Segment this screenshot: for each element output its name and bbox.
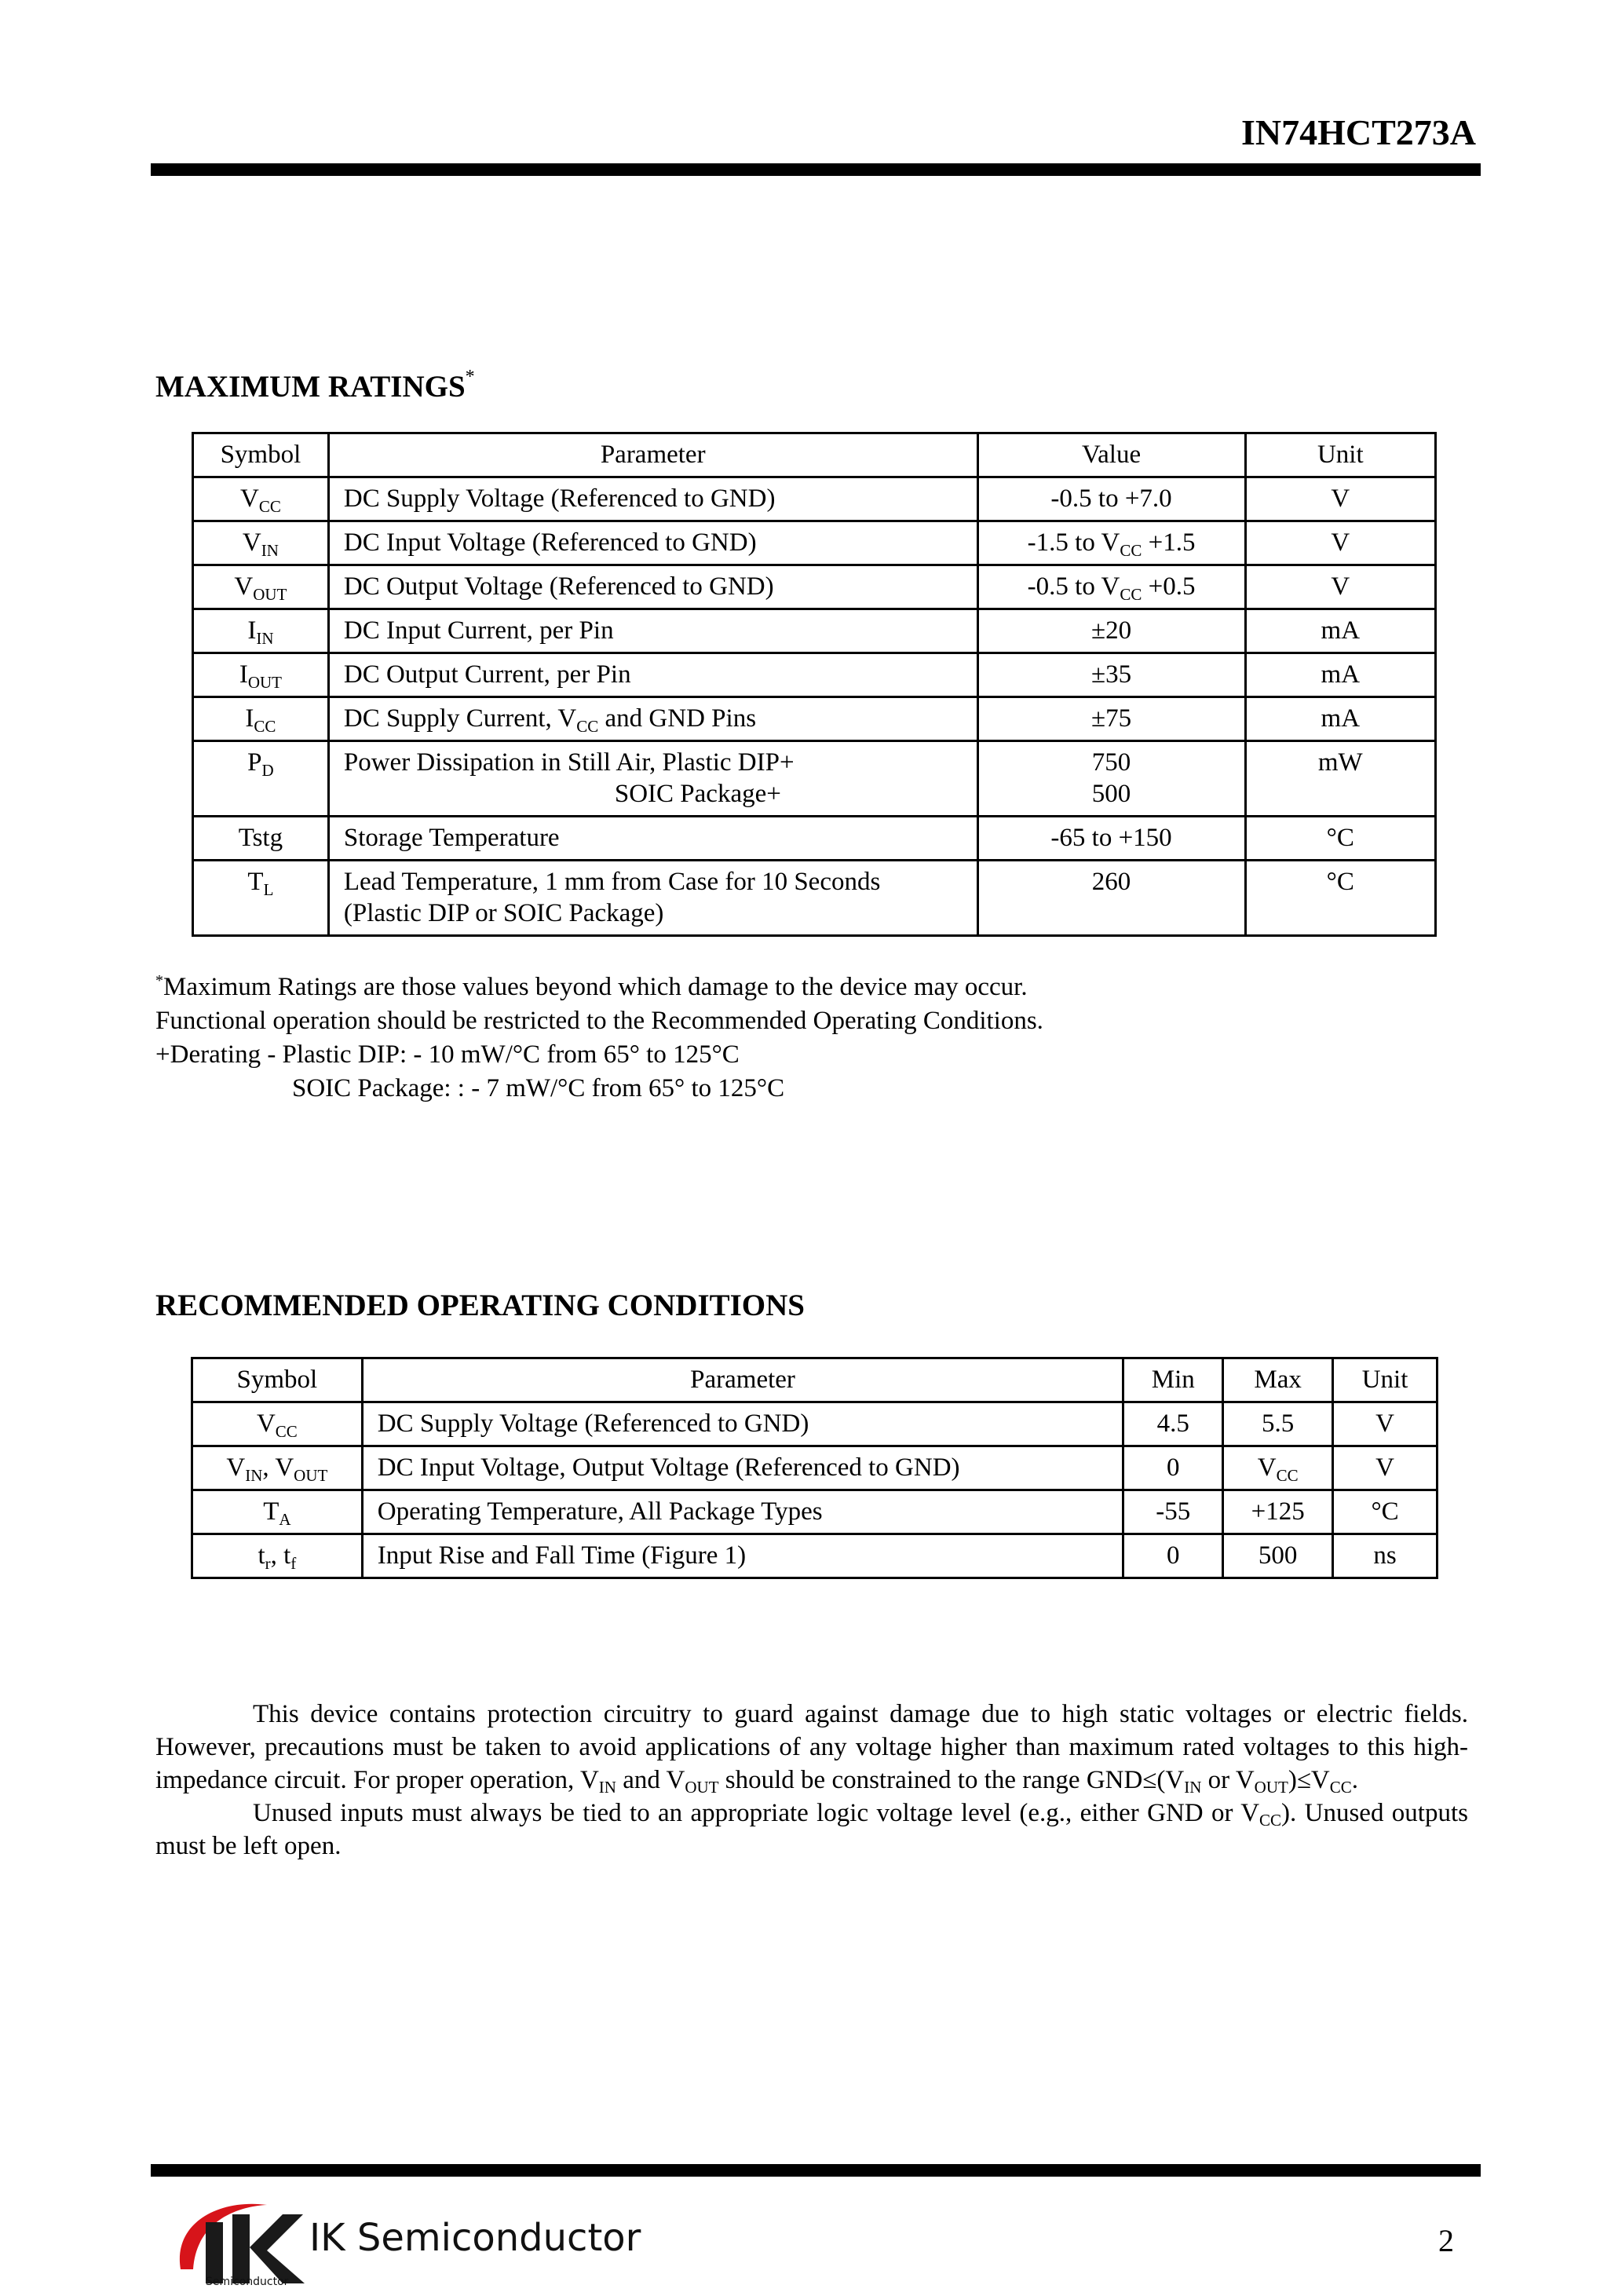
unit-cell: V — [1333, 1402, 1438, 1446]
note-line: *Maximum Ratings are those values beyond which damage to the device may occur. — [155, 972, 1028, 1001]
table-row — [193, 817, 1436, 861]
symbol-cell: $V_{CC}$ — [192, 1402, 363, 1446]
note-line: SOIC Package: : - 7 mW/°C from 65° to 125°C — [292, 1074, 785, 1102]
table-row — [193, 609, 1436, 653]
table-row — [192, 1446, 1438, 1490]
min-cell: 0 — [1123, 1534, 1223, 1578]
table-row — [193, 521, 1436, 565]
table-header-row — [193, 433, 1436, 477]
parameter-cell: Input Rise and Fall Time (Figure 1) — [362, 1534, 1123, 1578]
protection-notes — [155, 1698, 1468, 1863]
logo-subtext: Semiconductor — [206, 2276, 289, 2288]
parameter-cell: Storage Temperature — [328, 817, 977, 861]
parameter-cell: DC Input Voltage (Referenced to GND) — [328, 521, 977, 565]
column-header: Parameter — [328, 433, 977, 477]
symbol-cell: $T_A$ — [192, 1490, 363, 1534]
table-row — [193, 653, 1436, 697]
unit-cell: V — [1245, 565, 1435, 609]
column-header: Unit — [1245, 433, 1435, 477]
value-cell: -1.5 to $V_{CC} +1.5$ — [977, 521, 1245, 565]
max-cell: 5.5 — [1223, 1402, 1333, 1446]
table-row — [192, 1534, 1438, 1578]
maximum-ratings-notes — [155, 971, 1043, 1106]
table-row — [193, 861, 1436, 936]
value-cell: ±20 — [977, 609, 1245, 653]
symbol-cell: $V_{CC}$ — [193, 477, 329, 521]
recommended-operating-conditions-table — [191, 1357, 1438, 1579]
value-cell: ±75 — [977, 697, 1245, 741]
logo-letter-k-arm-icon — [250, 2214, 305, 2283]
parameter-cell: Power Dissipation in Still Air, Plastic DIP+ SOIC Package+ — [328, 741, 977, 817]
unit-cell: °C — [1245, 861, 1435, 936]
max-cell: +125 — [1223, 1490, 1333, 1534]
note-line: +Derating - Plastic DIP: - 10 mW/°C from 65° to 125°C — [155, 1040, 740, 1069]
value-cell: ±35 — [977, 653, 1245, 697]
unit-cell: V — [1245, 477, 1435, 521]
value-cell: -65 to +150 — [977, 817, 1245, 861]
table-row — [193, 565, 1436, 609]
symbol-cell: $V_{IN}$, $V_{OUT}$ — [192, 1446, 363, 1490]
recommended-operating-conditions-title: RECOMMENDED OPERATING CONDITIONS — [155, 1289, 805, 1322]
maximum-ratings-title: MAXIMUM RATINGS* — [155, 367, 475, 404]
parameter-cell: Operating Temperature, All Package Types — [362, 1490, 1123, 1534]
unit-cell: mA — [1245, 697, 1435, 741]
paragraph: This device contains protection circuitry to guard against damage due to high static voltages or electric fields. However, precautions must be taken to avoid applications of any voltage higher than maximum rated voltages to this high-impedance circuit. For proper operation, $V_{IN}$ and $V_{OUT}$ should be constrained to the range $GND\le(V_{IN}$ or $V_{OUT})\le V_{CC}$. — [155, 1700, 1468, 1797]
parameter-cell: DC Supply Voltage (Referenced to GND) — [362, 1402, 1123, 1446]
header-rule — [151, 163, 1481, 176]
table-header-row — [192, 1358, 1438, 1402]
min-cell: 0 — [1123, 1446, 1223, 1490]
page-number: 2 — [1438, 2223, 1454, 2258]
symbol-cell: $t_r$, $t_f$ — [192, 1534, 363, 1578]
table-row — [192, 1402, 1438, 1446]
page-title: IN74HCT273A — [1240, 112, 1476, 152]
column-header: Min — [1123, 1358, 1223, 1402]
symbol-cell: $I_{IN}$ — [193, 609, 329, 653]
logo-letter-k-stem-icon — [232, 2214, 250, 2283]
parameter-cell: DC Supply Current, $V_{CC}$ and GND Pins — [328, 697, 977, 741]
max-cell: $V_{CC}$ — [1223, 1446, 1333, 1490]
parameter-cell: DC Supply Voltage (Referenced to GND) — [328, 477, 977, 521]
symbol-cell: $T_L$ — [193, 861, 329, 936]
table-row — [193, 741, 1436, 817]
company-name: IK Semiconductor — [309, 2216, 641, 2260]
logo-letter-i-icon — [206, 2222, 223, 2283]
column-header: Symbol — [192, 1358, 363, 1402]
min-cell: 4.5 — [1123, 1402, 1223, 1446]
symbol-cell: Tstg — [193, 817, 329, 861]
unit-cell: V — [1245, 521, 1435, 565]
parameter-cell: DC Output Current, per Pin — [328, 653, 977, 697]
unit-cell: mA — [1245, 653, 1435, 697]
column-header: Max — [1223, 1358, 1333, 1402]
unit-cell: °C — [1333, 1490, 1438, 1534]
column-header: Parameter — [362, 1358, 1123, 1402]
value-cell: 260 — [977, 861, 1245, 936]
column-header: Symbol — [193, 433, 329, 477]
unit-cell: mA — [1245, 609, 1435, 653]
unit-cell: mW — [1245, 741, 1435, 817]
footer-rule — [151, 2164, 1481, 2177]
unit-cell: °C — [1245, 817, 1435, 861]
min-cell: -55 — [1123, 1490, 1223, 1534]
unit-cell: V — [1333, 1446, 1438, 1490]
paragraph: Unused inputs must always be tied to an appropriate logic voltage level (e.g., either GND or $V_{CC}$). Unused outputs must be left open. — [155, 1799, 1468, 1860]
symbol-cell: $V_{IN}$ — [193, 521, 329, 565]
symbol-cell: $V_{OUT}$ — [193, 565, 329, 609]
symbol-cell: $P_D$ — [193, 741, 329, 817]
max-cell: 500 — [1223, 1534, 1333, 1578]
parameter-cell: DC Input Current, per Pin — [328, 609, 977, 653]
parameter-cell: DC Input Voltage, Output Voltage (Referenced to GND) — [362, 1446, 1123, 1490]
table-row — [193, 477, 1436, 521]
value-cell: -0.5 to +7.0 — [977, 477, 1245, 521]
column-header: Unit — [1333, 1358, 1438, 1402]
note-line: Functional operation should be restricted to the Recommended Operating Conditions. — [155, 1007, 1043, 1035]
logo-swoosh-icon — [180, 2204, 267, 2269]
table-row — [192, 1490, 1438, 1534]
parameter-cell: DC Output Voltage (Referenced to GND) — [328, 565, 977, 609]
symbol-cell: $I_{CC}$ — [193, 697, 329, 741]
symbol-cell: $I_{OUT}$ — [193, 653, 329, 697]
value-cell: -0.5 to $V_{CC} +0.5$ — [977, 565, 1245, 609]
column-header: Value — [977, 433, 1245, 477]
value-cell: 750 500 — [977, 741, 1245, 817]
maximum-ratings-table — [192, 432, 1437, 937]
unit-cell: ns — [1333, 1534, 1438, 1578]
parameter-cell: Lead Temperature, 1 mm from Case for 10 Seconds (Plastic DIP or SOIC Package) — [328, 861, 977, 936]
table-row — [193, 697, 1436, 741]
